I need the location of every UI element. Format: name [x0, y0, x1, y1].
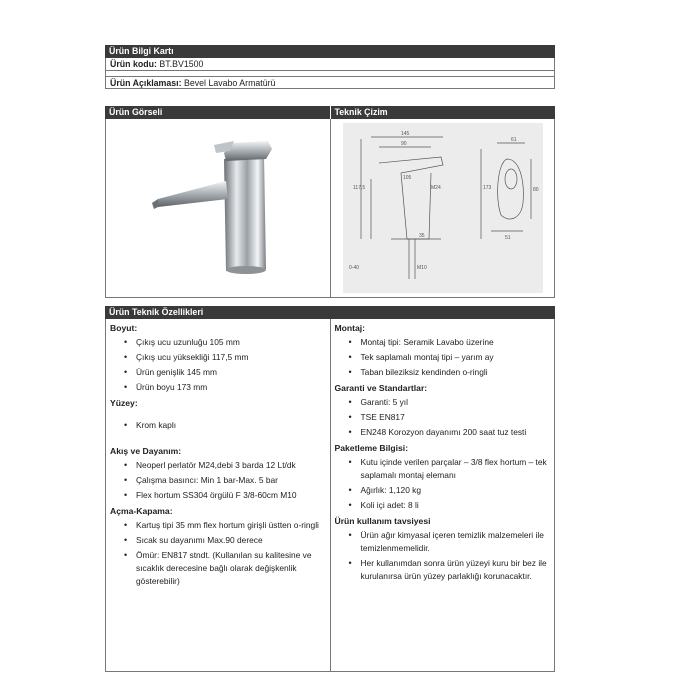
spec-group-title: Akış ve Dayanım:	[110, 446, 182, 456]
spec-item: • Ömür: EN817 stndt. (Kullanılan su kalitesine ve sıcaklık derecesine bağlı olarak değişkenlik gösterebilir)	[124, 549, 324, 588]
drawing-dim-105: 105	[403, 175, 412, 181]
spec-item: • Sıcak su dayanımı Max.90 derece	[124, 534, 324, 547]
technical-specs-section	[105, 306, 555, 672]
spec-item: • Çıkış ucu yüksekliği 117,5 mm	[124, 351, 324, 364]
drawing-dim-145: 145	[401, 131, 410, 137]
product-description-label: Ürün Açıklaması:	[110, 78, 182, 88]
spec-item: • Ürün ağır kimyasal içeren temizlik malzemeleri ile temizlenmemelidir.	[349, 529, 549, 555]
spec-item: • Ürün boyu 173 mm	[124, 381, 324, 394]
spec-item: • TSE EN817	[349, 411, 549, 424]
drawing-dim-m24: M24	[431, 185, 441, 191]
spec-item: • EN248 Korozyon dayanımı 200 saat tuz testi	[349, 426, 549, 439]
drawing-dim-35: 35	[419, 233, 425, 239]
info-card-header: Ürün Bilgi Kartı	[105, 45, 555, 58]
technical-drawing-cell	[330, 119, 555, 297]
spec-item: • Kartuş tipi 35 mm flex hortum girişli üstten o-ringli	[124, 519, 324, 532]
spec-group-title: Yüzey:	[110, 398, 138, 408]
spec-group-title: Montaj:	[334, 323, 366, 333]
spec-item: • Taban bileziksiz kendinden o-ringli	[349, 366, 549, 379]
product-image-cell	[106, 119, 330, 297]
spec-item: • Her kullanımdan sonra ürün yüzeyi kuru bir bez ile kurulanırsa ürün yüzey parlaklığı korunacaktır.	[349, 557, 549, 583]
spec-item: • Flex hortum SS304 örgülü F 3/8-60cm M10	[124, 489, 324, 502]
spec-item: • Koli içi adet: 8 li	[349, 499, 549, 512]
spec-item: • Ağırlık: 1,120 kg	[349, 484, 549, 497]
spec-item: • Garanti: 5 yıl	[349, 396, 549, 409]
drawing-dim-040: 0-40	[349, 265, 360, 271]
product-description-row	[105, 76, 555, 89]
product-code-value: BT.BV1500	[159, 59, 204, 69]
spec-item: • Ürün genişlik 145 mm	[124, 366, 324, 379]
technical-drawing	[331, 119, 555, 298]
images-section	[105, 106, 555, 298]
product-image-header: Ürün Görseli	[105, 106, 330, 119]
spec-group-title: Açma-Kapama:	[110, 506, 173, 516]
spec-group-title: Garanti ve Standartlar:	[334, 383, 428, 393]
spec-item: • Çalışma basıncı: Min 1 bar-Max. 5 bar	[124, 474, 324, 487]
drawing-dim-90: 90	[401, 141, 407, 147]
specs-left-column	[106, 319, 330, 671]
spec-item: • Montaj tipi: Seramik Lavabo üzerine	[349, 336, 549, 349]
drawing-dim-51: 51	[505, 235, 511, 241]
drawing-dim-173: 173	[483, 185, 492, 191]
spec-item: • Tek saplamalı montaj tipi – yarım ay	[349, 351, 549, 364]
specs-right-column	[330, 319, 555, 671]
drawing-dim-80: 80	[533, 187, 539, 193]
technical-drawing-header: Teknik Çizim	[330, 106, 556, 119]
spec-item: • Krom kaplı	[124, 419, 324, 432]
drawing-dim-61: 61	[511, 137, 517, 143]
spec-item: • Çıkış ucu uzunluğu 105 mm	[124, 336, 324, 349]
spec-group-title: Paketleme Bilgisi:	[334, 443, 409, 453]
product-info-card	[105, 45, 555, 89]
spec-group-title: Ürün kullanım tavsiyesi	[334, 516, 431, 526]
drawing-dim-117: 117,5	[353, 185, 366, 191]
spec-item: • Neoperl perlatör M24,debi 3 barda 12 Lt/dk	[124, 459, 324, 472]
product-code-label: Ürün kodu:	[110, 59, 157, 69]
drawing-dim-m10: M10	[417, 265, 427, 271]
spec-group-title: Boyut:	[110, 323, 138, 333]
product-code-row	[105, 58, 555, 71]
product-description-value: Bevel Lavabo Armatürü	[184, 78, 276, 88]
spec-item: • Kutu içinde verilen parçalar – 3/8 flex hortum – tek saplamalı montaj elemanı	[349, 456, 549, 482]
faucet-photo	[106, 119, 330, 298]
specs-header: Ürün Teknik Özellikleri	[105, 306, 555, 319]
